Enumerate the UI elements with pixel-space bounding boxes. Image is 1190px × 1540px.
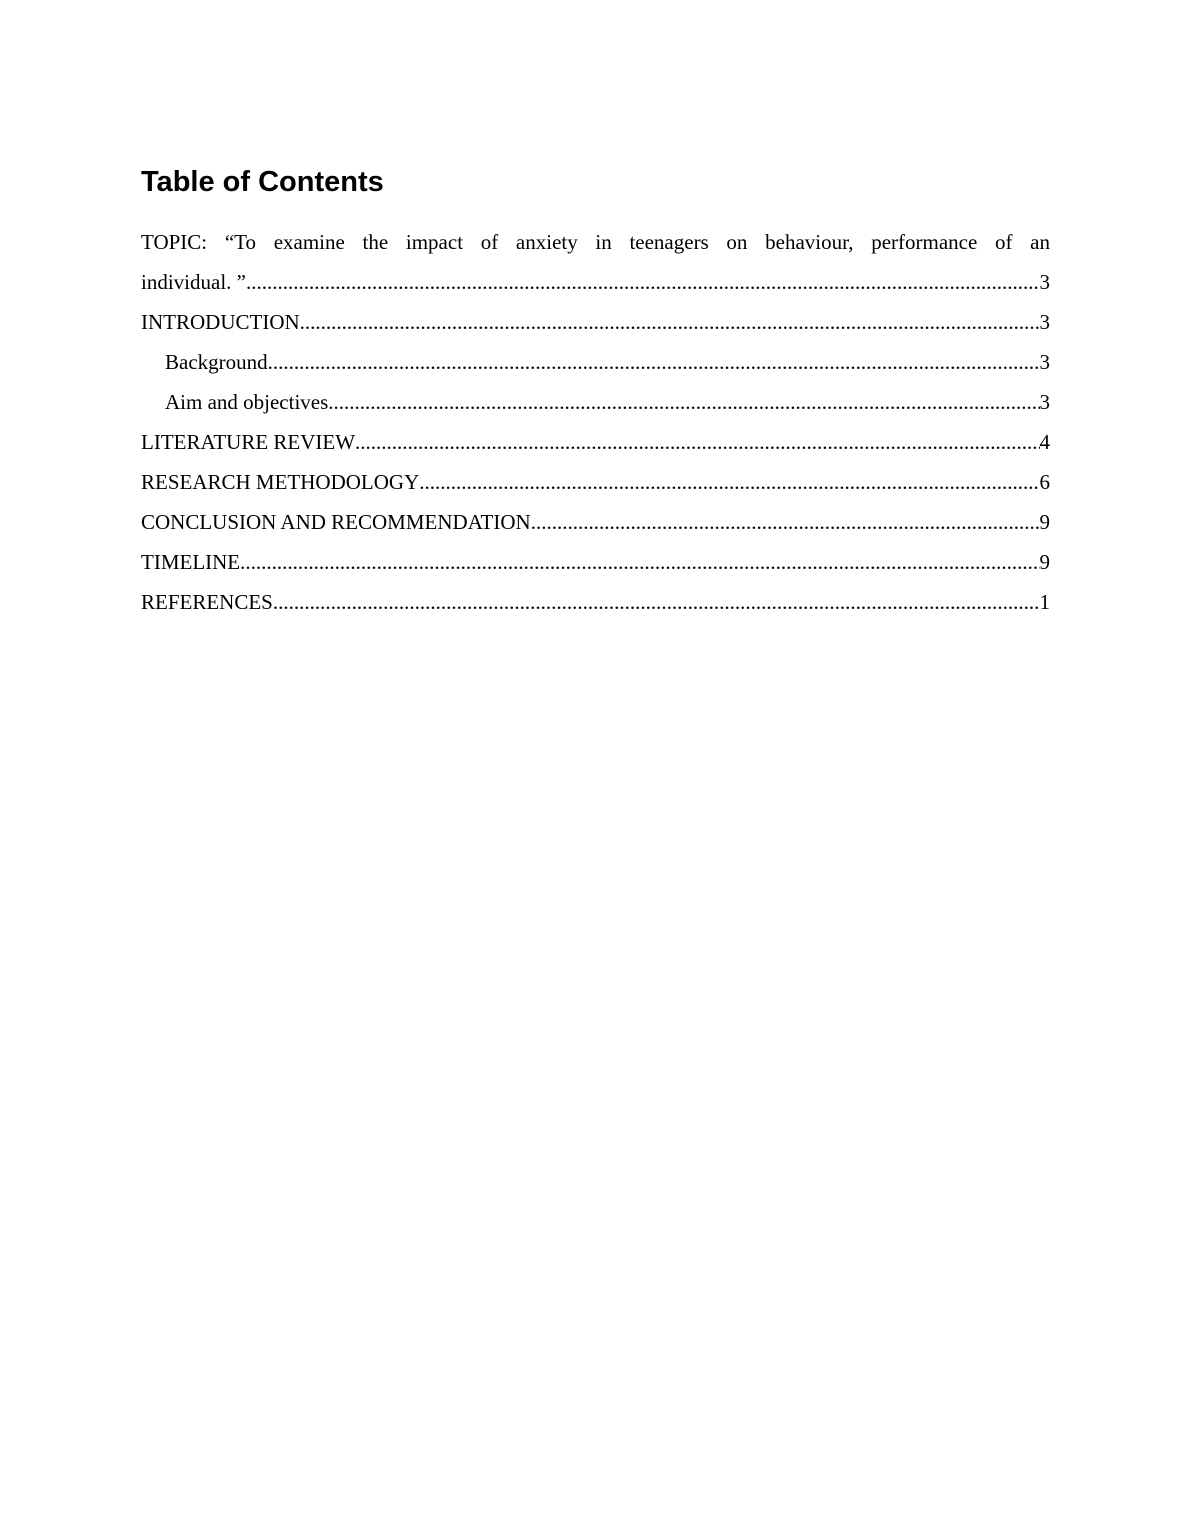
toc-entry-label: RESEARCH METHODOLOGY [141, 470, 420, 494]
toc-entry-research-methodology[interactable] [141, 462, 1050, 502]
toc-entry-label: LITERATURE REVIEW [141, 430, 356, 454]
toc-page-number: 1 [1039, 590, 1050, 614]
toc-entry-label: INTRODUCTION [141, 310, 300, 334]
toc-entry-label: CONCLUSION AND RECOMMENDATION [141, 510, 531, 534]
toc-entry-label: Aim and objectives [165, 390, 329, 414]
toc-entry-timeline[interactable] [141, 542, 1050, 582]
toc-entry-literature-review[interactable] [141, 422, 1050, 462]
toc-dot-leader [300, 302, 1040, 342]
toc-dot-leader [273, 582, 1040, 622]
toc-dot-leader [355, 422, 1039, 462]
toc-page-number: 4 [1039, 430, 1050, 454]
toc-page-number: 9 [1039, 550, 1050, 574]
toc-entry-aim-and-objectives[interactable] [141, 382, 1050, 422]
toc-page-number: 3 [1039, 270, 1050, 294]
toc-entry-label: TIMELINE [141, 550, 241, 574]
toc-page-number: 9 [1039, 510, 1050, 534]
toc-page-number: 3 [1039, 350, 1050, 374]
toc-topic-line[interactable]: TOPIC: “To examine the impact of anxiety in teenagers on behaviour, performance of an [141, 230, 1050, 254]
toc-entry-label: individual. ” [141, 270, 246, 294]
toc-entry-background[interactable] [141, 342, 1050, 382]
toc-dot-leader [268, 342, 1040, 382]
toc-list [141, 222, 1050, 622]
toc-dot-leader [246, 262, 1040, 302]
toc-dot-leader [531, 502, 1040, 542]
toc-entry-conclusion-and-recommendation[interactable] [141, 502, 1050, 542]
toc-dot-leader [328, 382, 1039, 422]
toc-entry-references[interactable] [141, 582, 1050, 622]
toc-entry-label: Background [165, 350, 268, 374]
toc-page-number: 3 [1039, 390, 1050, 414]
toc-entry-topic[interactable] [141, 262, 1050, 302]
toc-page-number: 3 [1039, 310, 1050, 334]
toc-entry-label: REFERENCES [141, 590, 273, 614]
toc-dot-leader [419, 462, 1039, 502]
toc-dot-leader [240, 542, 1039, 582]
toc-page-number: 6 [1039, 470, 1050, 494]
toc-heading: Table of Contents [141, 166, 384, 198]
toc-entry-introduction[interactable] [141, 302, 1050, 342]
